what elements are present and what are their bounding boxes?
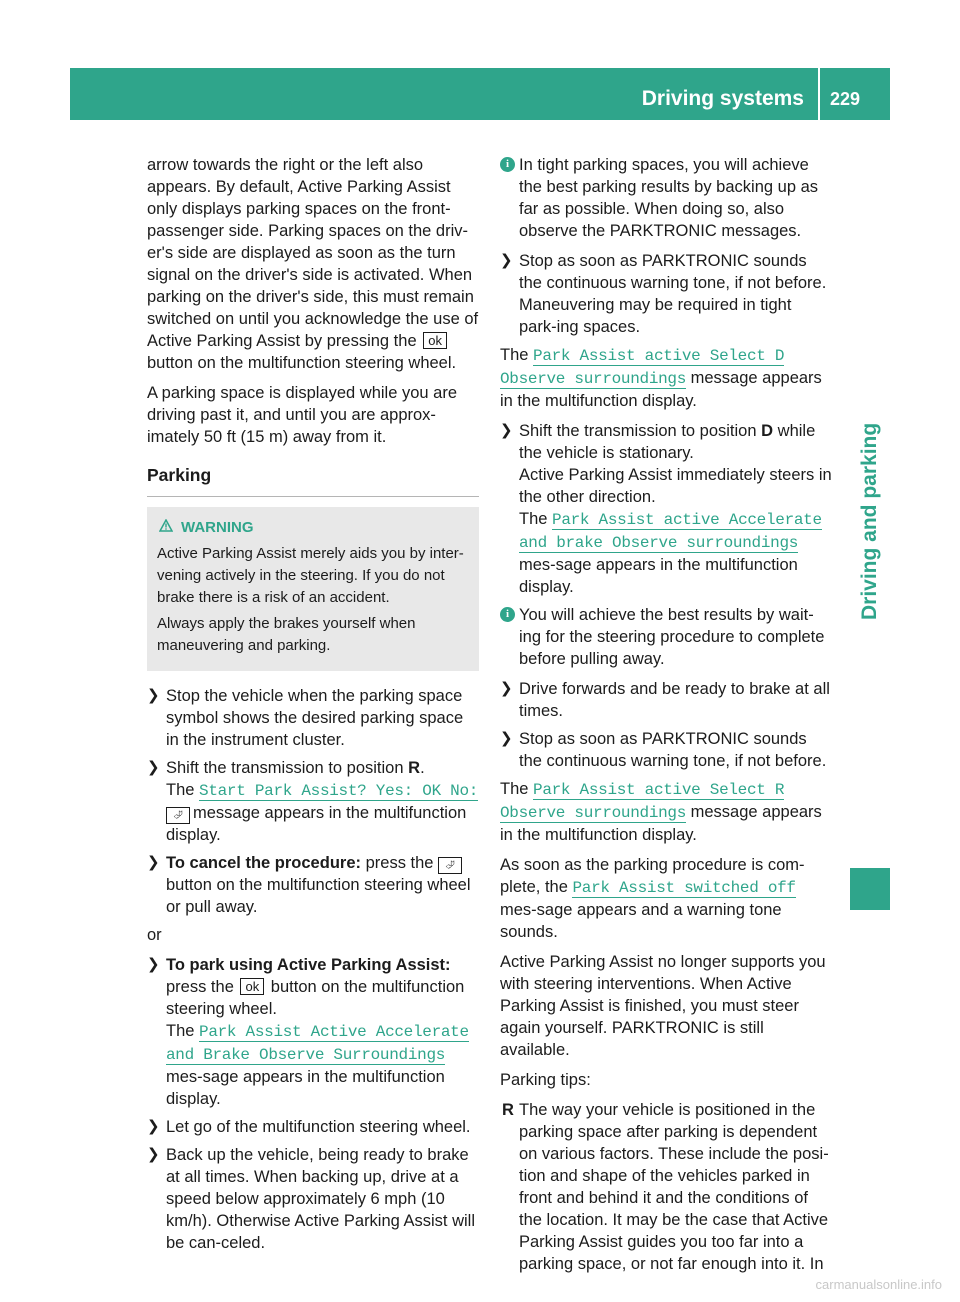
info-note: i You will achieve the best results by wait-ing for the steering procedure to complete before pulling away. — [500, 604, 832, 670]
warning-title: WARNING — [157, 517, 469, 539]
info-icon: i — [500, 607, 515, 622]
step: ❯ Stop as soon as PARKTRONIC sounds the continuous warning tone, if not before. Maneuvering may be required in tight park-ing spaces. — [500, 252, 827, 336]
left-column — [147, 154, 479, 1260]
display-message: Observe surroundings — [500, 804, 687, 822]
section-heading: Parking — [147, 464, 479, 497]
paragraph: arrow towards the right or the left also appears. By default, Active Parking Assist only displays parking spaces on the front-passenger side. Parking spaces on the driv-er's side are displayed as soon as the turn signal on the driver's side is activated. When parking on the driver's side, this must remain switched on until you acknowledge the use of Active Parking Assist by pressing the ok button on the multifunction steering wheel. — [147, 156, 479, 372]
step: ❯ Stop the vehicle when the parking space symbol shows the desired parking space in the instrument cluster. — [147, 687, 464, 749]
display-message: Park Assist active Select D — [533, 347, 785, 365]
display-message: and Brake Observe Surroundings — [166, 1046, 446, 1064]
step: ❯ To cancel the procedure: press the ⮰button on the multifunction steering wheel or pull away. — [147, 854, 471, 916]
step-arrow-icon: ❯ — [147, 1146, 160, 1163]
step-arrow-icon: ❯ — [500, 730, 513, 747]
step-arrow-icon: ❯ — [147, 956, 160, 973]
section-title: Driving systems — [642, 68, 820, 120]
paragraph: The Park Assist active Select R Observe surroundings message appears in the multifunction display. — [500, 780, 822, 844]
display-message: Park Assist switched off — [572, 879, 796, 897]
step-arrow-icon: ❯ — [147, 759, 160, 776]
step-arrow-icon: ❯ — [500, 680, 513, 697]
paragraph: A parking space is displayed while you are driving past it, and until you are approx-imately 50 ft (15 m) away from it. — [147, 384, 458, 446]
display-message: Park Assist active Select R — [533, 781, 785, 799]
step: ❯ Back up the vehicle, being ready to brake at all times. When backing up, drive at a speed below approximately 6 mph (10 km/h). Otherwise Active Parking Assist will be can-celed. — [147, 1146, 476, 1252]
paragraph: or — [147, 926, 162, 944]
chapter-label: Driving and parking — [858, 422, 881, 620]
page-number: 229 — [830, 89, 861, 109]
step: ❯ Let go of the multifunction steering wheel. — [147, 1118, 471, 1136]
step-arrow-icon: ❯ — [500, 422, 513, 439]
paragraph: As soon as the parking procedure is com-plete, the Park Assist switched off mes-sage appears and a warning tone sounds. — [500, 856, 805, 941]
ok-button-icon: ok — [423, 332, 447, 349]
display-message: Start Park Assist? Yes: OK No: — [199, 782, 479, 800]
info-note: i In tight parking spaces, you will achieve the best parking results by backing up as far as possible. When doing so, also observe the PARKTRONIC messages. — [500, 154, 832, 242]
warning-triangle-icon — [159, 517, 175, 539]
step: ❯ Stop as soon as PARKTRONIC sounds the continuous warning tone, if not before. — [500, 730, 827, 770]
display-message: and brake Observe surroundings — [519, 534, 799, 552]
step-arrow-icon: ❯ — [500, 252, 513, 269]
chapter-marker — [850, 868, 890, 910]
step-arrow-icon: ❯ — [147, 687, 160, 704]
step: ❯ To park using Active Parking Assist: press the ok button on the multifunction steering wheel. The Park Assist Active Accelerate and Brake Observe Surroundings mes-sage appears in the multifunction display. — [147, 956, 469, 1108]
warning-text: Active Parking Assist merely aids you by inter-vening actively in the steering. If you do not brake there is a risk of an accident. — [157, 545, 464, 606]
paragraph: Parking tips: — [500, 1071, 591, 1089]
step-arrow-icon: ❯ — [147, 1118, 160, 1135]
ok-button-icon: ok — [240, 978, 264, 995]
step: ❯ Drive forwards and be ready to brake at all times. — [500, 680, 830, 720]
header-bar — [70, 68, 890, 120]
step: ❯ Shift the transmission to position D while the vehicle is stationary. Active Parking Assist immediately steers in the other direction. The Park Assist active Accelerate and brake Observe surroundings mes-sage appears in the multifunction display. — [500, 422, 832, 596]
display-message: Park Assist active Accelerate — [552, 511, 822, 529]
step: ❯ Shift the transmission to position R. The Start Park Assist? Yes: OK No: ⮰ message appears in the multifunction display. — [147, 759, 479, 844]
list-item: R The way your vehicle is positioned in the parking space after parking is dependent on various factors. These include the posi-tion and shape of the vehicles parked in front and behind it and the conditions of the location. It may be the case that Active Parking Assist guides you too far into a parking space, or not far enough into it. In — [502, 1101, 829, 1273]
display-message: Observe surroundings — [500, 370, 687, 388]
warning-text: Always apply the brakes yourself when maneuvering and parking. — [157, 615, 416, 654]
info-icon: i — [500, 157, 515, 172]
back-button-icon: ⮰ — [166, 807, 190, 824]
paragraph: The Park Assist active Select D Observe surroundings message appears in the multifunction display. — [500, 346, 822, 410]
warning-box — [147, 507, 479, 671]
step-arrow-icon: ❯ — [147, 854, 160, 871]
back-button-icon: ⮰ — [438, 857, 462, 874]
right-column — [500, 154, 832, 1281]
watermark: carmanualsonline.info — [815, 1277, 942, 1292]
side-tab — [850, 240, 890, 910]
bullet-icon: R — [502, 1101, 514, 1119]
display-message: Park Assist Active Accelerate — [199, 1023, 469, 1041]
paragraph: Active Parking Assist no longer supports you with steering interventions. When Active Parking Assist is finished, you must steer again yourself. PARKTRONIC is still available. — [500, 953, 826, 1059]
